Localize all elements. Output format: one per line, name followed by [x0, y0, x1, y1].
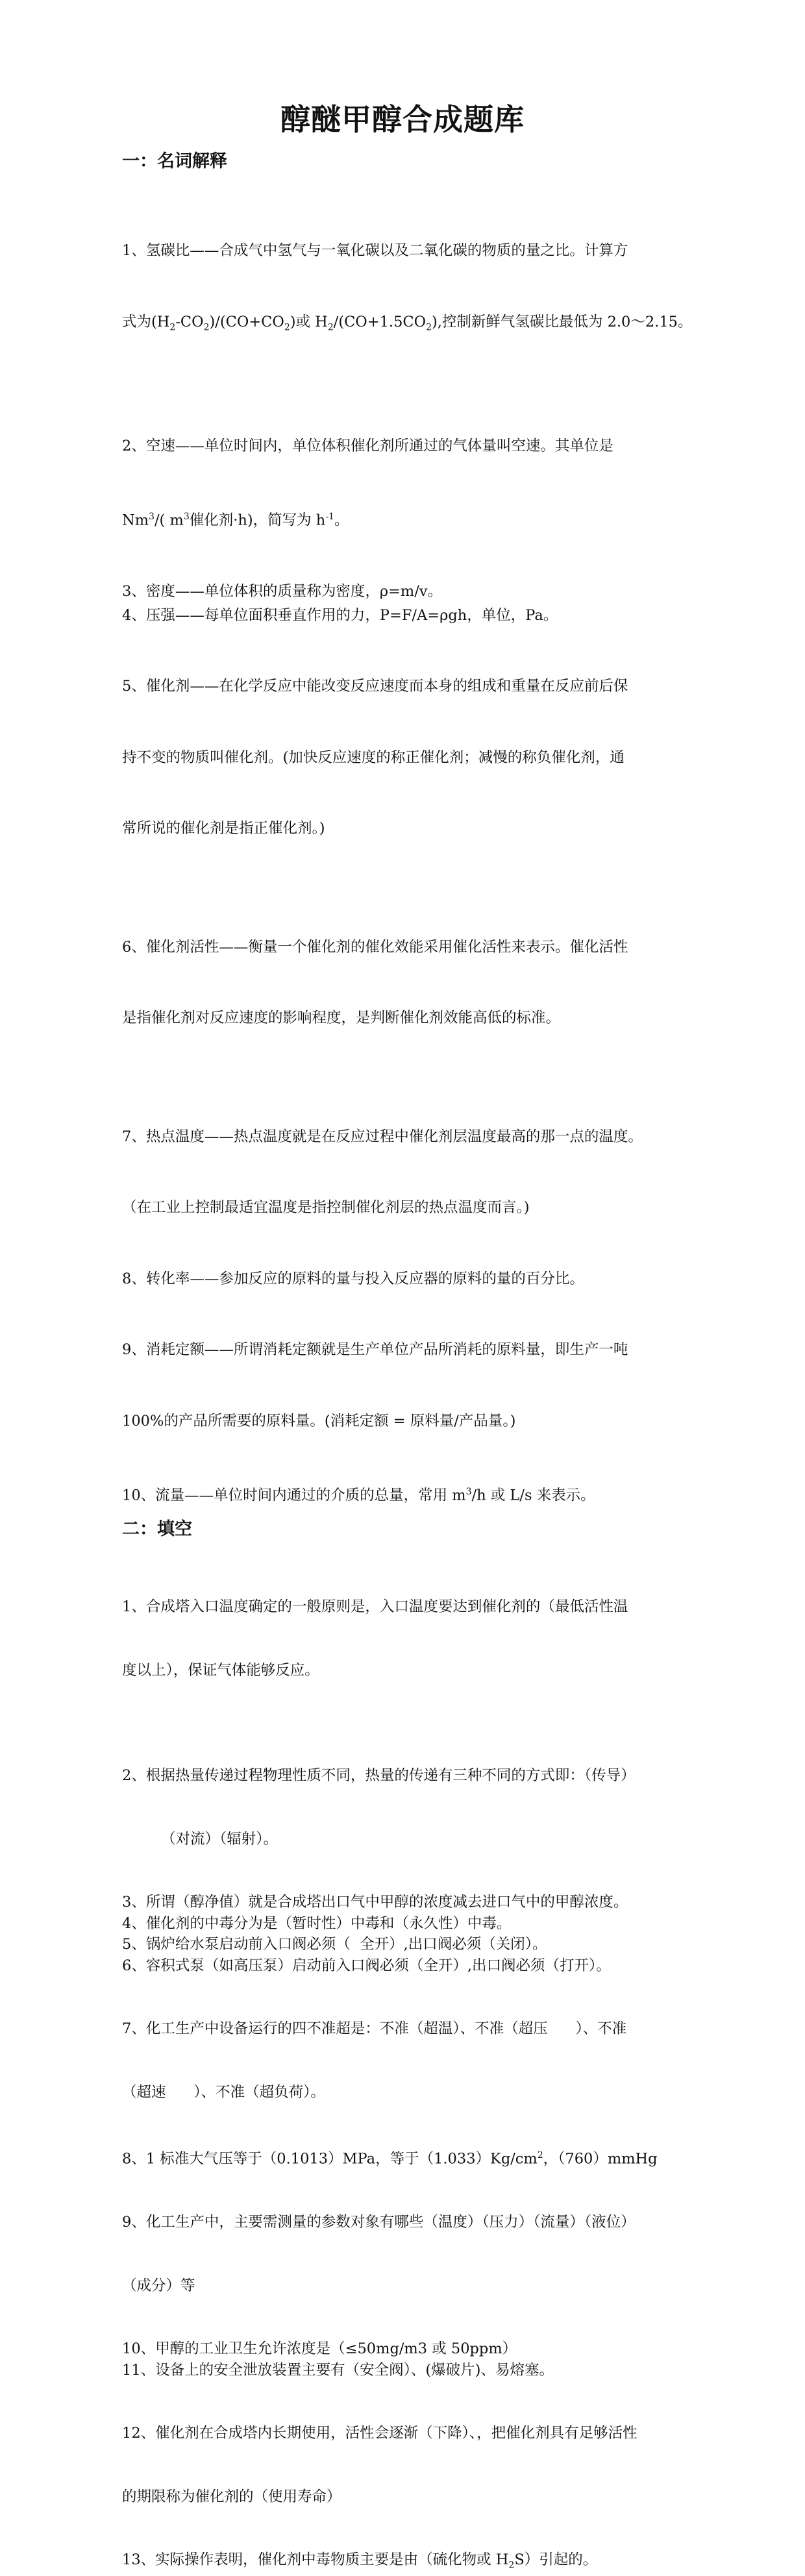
- fill-entry-8: [122, 2145, 693, 2170]
- fill-entry-9-line-2: （成分）等: [122, 2277, 195, 2294]
- fill-entry-1-line-2: 度以上），保证气体能够反应。: [122, 1661, 319, 1679]
- term-entry-6-line-1: 6、催化剂活性——衡量一个催化剂的催化效能采用催化活性来表示。催化活性: [122, 938, 628, 956]
- fill-entry-5: 5、锅炉给水泵启动前入口阀必须（ 全开）,出口阀必须（关闭）。: [122, 1936, 547, 1953]
- fill-entry-7-line-2: （超速 ）、不准（超负荷）。: [122, 2083, 325, 2101]
- subscript: 2: [426, 322, 432, 332]
- text-run: S）引起的。: [514, 2551, 598, 2568]
- term-entry-7-line-1: 7、热点温度——热点温度就是在反应过程中催化剂层温度最高的那一点的温度。: [122, 1128, 643, 1145]
- superscript: -1: [325, 512, 334, 522]
- term-entry-5-line-3: 常所说的催化剂是指正催化剂。): [122, 820, 325, 837]
- fill-entry-6: 6、容积式泵（如高压泵）启动前入口阀必须（全开）,出口阀必须（打开）。: [122, 1957, 611, 1974]
- term-entry-8: 8、转化率——参加反应的原料的量与投入反应器的原料的量的百分比。: [122, 1270, 584, 1287]
- term-entry-1-line-2: [122, 310, 693, 340]
- fill-entry-9: [122, 2170, 693, 2338]
- fill-entry-1: [122, 1554, 693, 1723]
- term-entry-1-line-1: 1、氢碳比——合成气中氢气与一氧化碳以及二氧化碳的物质的量之比。计算方: [122, 242, 628, 259]
- term-entry-5-line-2: 持不变的物质叫催化剂。(加快反应速度的称正催化剂；减慢的称负催化剂，通: [122, 749, 625, 766]
- term-entry-9-line-2: 100%的产品所需要的原料量。(消耗定额 = 原料量/产品量。): [122, 1412, 516, 1430]
- term-entry-9: [122, 1291, 693, 1480]
- superscript: 3: [149, 512, 155, 522]
- term-entry-2: [122, 387, 693, 580]
- text-run: 。: [334, 512, 349, 529]
- text-run: 13、实际操作表明，催化剂中毒物质主要是由（硫化物或 H: [122, 2551, 509, 2568]
- fill-entry-7: [122, 1976, 693, 2145]
- text-run: /(CO+1.5CO: [333, 313, 427, 330]
- term-entry-4: 4、压强——每单位面积垂直作用的力，P=F/A=ρgh，单位，Pa。: [122, 606, 558, 624]
- superscript: 3: [183, 512, 190, 522]
- text-run: 催化剂·h)，简写为 h: [189, 512, 326, 529]
- subscript: 2: [284, 322, 290, 332]
- term-entry-5: [122, 627, 693, 888]
- subscript: 2: [203, 322, 210, 332]
- fill-entry-12-line-2: 的期限称为催化剂的（使用寿命）: [122, 2488, 341, 2505]
- fill-entry-1-line-1: 1、合成塔入口温度确定的一般原则是，入口温度要达到催化剂的（最低活性温: [122, 1598, 628, 1615]
- fill-entry-4: 4、催化剂的中毒分为是（暂时性）中毒和（永久性）中毒。: [122, 1914, 512, 1932]
- fill-entry-11: 11、设备上的安全泄放装置主要有（安全阀）、(爆破片)、易熔塞。: [122, 2361, 554, 2379]
- fill-entry-10: 10、甲醇的工业卫生允许浓度是（≤50mg/m3 或 50ppm）: [122, 2340, 517, 2357]
- term-entry-1: [122, 192, 693, 387]
- section-fill-in: [122, 1554, 693, 2576]
- superscript: 2: [537, 2150, 543, 2161]
- text-run: )/(CO+CO: [209, 313, 284, 330]
- text-run: /( m: [154, 512, 184, 529]
- term-entry-5-line-1: 5、催化剂——在化学反应中能改变反应速度而本身的组成和重量在反应前后保: [122, 678, 628, 695]
- fill-entry-2: [122, 1723, 693, 1892]
- term-entry-6-line-2: 是指催化剂对反应速度的影响程度，是判断催化剂效能高低的标准。: [122, 1009, 561, 1026]
- term-entry-6: [122, 888, 693, 1078]
- term-entry-10: [122, 1480, 693, 1507]
- fill-entry-9-line-1: 9、化工生产中，主要需测量的参数对象有哪些（温度）（压力）（流量）（液位）: [122, 2214, 636, 2231]
- section-heading-fill-in: 二：填空: [122, 1519, 192, 1539]
- text-run: )或 H: [290, 313, 328, 330]
- text-run: 8、1 标准大气压等于（0.1013）MPa，等于（1.033）Kg/cm: [122, 2150, 538, 2168]
- subscript: 2: [169, 322, 176, 332]
- fill-entry-7-line-1: 7、化工生产中设备运行的四不准超是：不准（超温）、不准（超压 ）、不准: [122, 2020, 627, 2037]
- text-run: /h 或 L/s 来表示。: [471, 1487, 595, 1504]
- text-run: 10、流量——单位时间内通过的介质的总量，常用 m: [122, 1487, 466, 1504]
- page-title: 醇醚甲醇合成题库: [280, 102, 525, 137]
- fill-entry-13: [122, 2549, 693, 2576]
- term-entry-2-line-1: 2、空速——单位时间内，单位体积催化剂所通过的气体量叫空速。其单位是: [122, 437, 613, 454]
- text-run: ),控制新鲜气氢碳比最低为 2.0～2.15。: [431, 313, 693, 330]
- text-run: 式为(H: [122, 313, 170, 330]
- document-body: [122, 146, 693, 2576]
- text-run: -CO: [175, 313, 204, 330]
- subscript: 2: [508, 2560, 515, 2571]
- fill-entry-2-line-1: 2、根据热量传递过程物理性质不同，热量的传递有三种不同的方式即：（传导）: [122, 1767, 636, 1784]
- term-entry-7-line-2: （在工业上控制最适宜温度是指控制催化剂层的热点温度而言。): [122, 1199, 530, 1216]
- section-heading-terms: 一：名词解释: [122, 151, 227, 171]
- fill-entry-3: 3、所谓（醇净值）就是合成塔出口气中甲醇的浓度减去进口气中的甲醇浓度。: [122, 1894, 628, 1911]
- term-entry-7: [122, 1078, 693, 1267]
- superscript: 3: [465, 1487, 472, 1497]
- text-run: Nm: [122, 512, 149, 529]
- fill-entry-12: [122, 2381, 693, 2549]
- section-terms: [122, 192, 693, 1507]
- term-entry-9-line-1: 9、消耗定额——所谓消耗定额就是生产单位产品所消耗的原料量，即生产一吨: [122, 1341, 628, 1358]
- term-entry-3: 3、密度——单位体积的质量称为密度，ρ=m/v。: [122, 583, 443, 600]
- subscript: 2: [327, 322, 334, 332]
- text-run: ，（760）mmHg: [543, 2150, 658, 2168]
- fill-entry-12-line-1: 12、催化剂在合成塔内长期使用，活性会逐渐（下降）、，把催化剂具有足够活性: [122, 2425, 638, 2442]
- term-entry-2-line-2: [122, 505, 693, 532]
- fill-entry-2-line-2: （对流）（辐射）。: [161, 1830, 279, 1848]
